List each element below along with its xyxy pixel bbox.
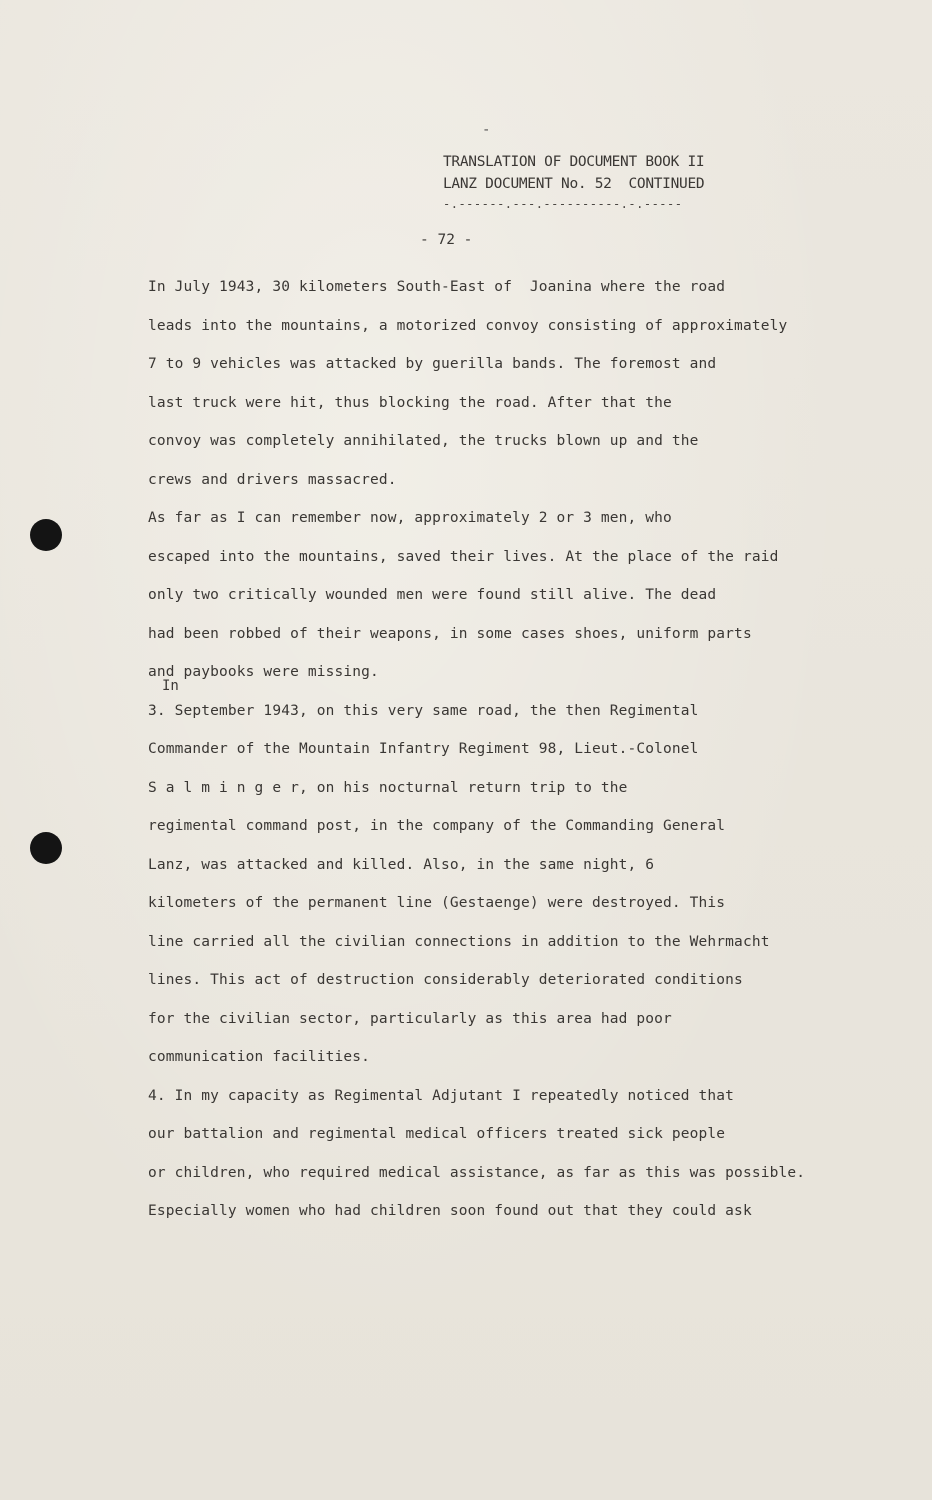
text-line: In July 1943, 30 kilometers South-East of Joanina where the road [148,279,726,295]
text-line: crews and drivers massacred. [148,471,397,488]
text-line: or children, who required medical assistance, as far as this was possible. [148,1164,806,1181]
text-line: for the civilian sector, particularly as this area had poor [148,1010,672,1027]
document-header [443,151,743,211]
text-line: Commander of the Mountain Infantry Regiment 98, Lieut.-Colonel [148,741,699,757]
punch-hole-bottom [30,832,62,864]
punch-hole-top [30,519,62,551]
text-line: 4. In my capacity as Regimental Adjutant I repeatedly noticed that [148,1087,735,1104]
header-line-2: LANZ DOCUMENT No. 52 CONTINUED [443,176,705,192]
text-line: and paybooks were missing. [148,664,379,680]
header-line-1: TRANSLATION OF DOCUMENT BOOK II [443,154,705,170]
text-line: lines. This act of destruction considerably deteriorated conditions [148,972,743,988]
tick-mark: - [482,122,491,138]
text-line: convoy was completely annihilated, the trucks blown up and the [148,433,699,449]
text-line: As far as I can remember now, approximately 2 or 3 men, who [148,510,672,526]
handwritten-insertion: In [162,678,179,694]
text-line: kilometers of the permanent line (Gestaenge) were destroyed. This [148,895,726,911]
text-line: Lanz, was attacked and killed. Also, in the same night, 6 [148,856,655,873]
text-line: leads into the mountains, a motorized convoy consisting of approximately [148,317,788,334]
text-line: S a l m i n g e r, on his nocturnal return trip to the [148,779,628,796]
text-line: line carried all the civilian connections in addition to the Wehrmacht [148,933,770,950]
text-line: had been robbed of their weapons, in some cases shoes, uniform parts [148,625,752,642]
document-body [148,268,878,1231]
text-line: only two critically wounded men were found still alive. The dead [148,587,717,603]
text-line: Especially women who had children soon found out that they could ask [148,1203,752,1219]
text-line: escaped into the mountains, saved their lives. At the place of the raid [148,548,779,565]
header-rule: -.------.---.----------.-.----- [443,197,683,211]
text-line: our battalion and regimental medical officers treated sick people [148,1126,726,1142]
text-line: regimental command post, in the company of the Commanding General [148,818,726,834]
text-line: 3. September 1943, on this very same road, the then Regimental [148,702,699,719]
text-line: last truck were hit, thus blocking the road. After that the [148,394,672,411]
text-line: 7 to 9 vehicles was attacked by guerilla bands. The foremost and [148,356,717,372]
text-line: communication facilities. [148,1049,370,1065]
page-number: - 72 - [420,232,473,248]
